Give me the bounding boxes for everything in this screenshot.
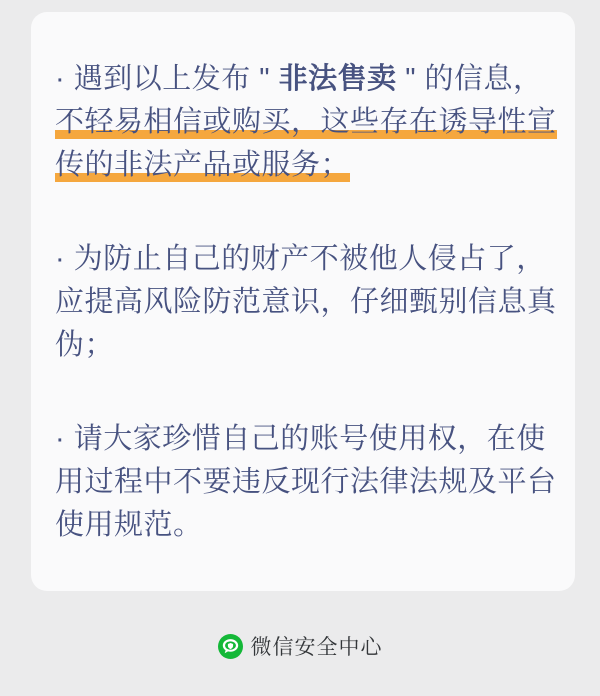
brand-name: 微信安全中心: [250, 636, 383, 659]
body-text: 伪；: [55, 329, 115, 361]
body-text: 应提高风险防范意识，仔细甄别信息真: [55, 286, 557, 318]
text-line: [55, 238, 551, 281]
text-line: [55, 101, 557, 144]
text-line: [55, 144, 551, 187]
text-line: [55, 461, 557, 504]
body-text: 用过程中不要违反现行法律法规及平台: [55, 466, 557, 498]
bullet-paragraph: [55, 58, 557, 187]
body-text: · 请大家珍惜自己的账号使用权，在使: [55, 423, 546, 455]
highlighted-text: 不轻易相信或购买，这些存在诱导性宣: [55, 106, 557, 138]
text-line: [55, 281, 557, 324]
body-text: " 的信息，: [396, 63, 543, 95]
page: [0, 12, 600, 696]
text-line: [55, 418, 551, 461]
body-text: 使用规范。: [55, 509, 203, 541]
body-text: · 遇到以上发布 ": [55, 63, 279, 95]
text-line: [55, 504, 551, 547]
body-text: · 为防止自己的财产不被他人侵占了，: [55, 243, 546, 275]
emphasis-text: 非法售卖: [278, 63, 397, 95]
text-line: [55, 58, 551, 101]
text-line: [55, 324, 551, 367]
footer-brand: [0, 631, 600, 661]
bullet-paragraph: [55, 238, 557, 367]
bullet-paragraph: [55, 418, 557, 547]
notice-card: [31, 12, 575, 591]
highlighted-text: 传的非法产品或服务；: [55, 149, 351, 181]
wechat-security-center-logo-icon: [218, 634, 243, 659]
